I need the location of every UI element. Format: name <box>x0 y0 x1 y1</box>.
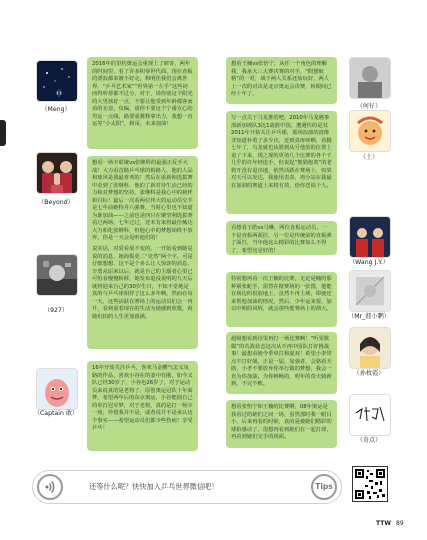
wechat-prompt-text: 还等什么呢？快快加入乒乓世界微信吧！ <box>89 482 219 491</box>
qr-code-image <box>353 467 387 501</box>
footer-brand <box>376 520 391 527</box>
comment-bubble: 16年开始关注乒乓，喜欢马金鹏气怎义氛路的作品，喜欢小谷在的柔中有刚，如今又队已经30岁了，小谷也26岁了，对于运动员来说真的是老将了，原创奥运冠队十年面梦，希望两年后的东京奥运，小谷能圆自己的单打冠军梦，对于老将，真的是打一场少一场，珍惜我并不是，或者说并不是承认这个事实——希望运动员们都少些伤病！享受乒乓！ <box>87 361 198 451</box>
comment-bubble: 超级想看到诗雯再打一场比赛啊！“听雯歌媒”的荒战状态这次从不再中国队打好挑战事！最想看她今季单打和混双！希望小李带点丰打好兢，正是一届，加强者，会骆看天助，小孝不要放弃你举行做的梦想，我会一直为你加油，为你畅畅的，明年的奇天骑新到，不完不败。 <box>226 332 337 394</box>
avatar <box>349 216 391 258</box>
comment-bubble: 说实话，对爱看展不变的，一开始看到她是说的消息，她海鬓更二“竞然”两个字，可是仔细想想，这不是个多么让人惊讶的消息，辛勇从原来以后，就是自己的主溺者心里已可怕看慢慢转移，她发布退役说明的九天后就将迎来自己的30岁生日，不知不觉地是真的与乒乓球相伴了这么多年啊，然而在每一天，这些活跃在赛场上的运动员们会一再升，看到重着现在的生活为她感到欣歌，祝她们拍的人生更加圆满。 <box>87 242 198 349</box>
qr-code <box>352 466 388 502</box>
avatar <box>36 152 78 194</box>
avatar <box>349 110 391 152</box>
comment-bubble: 看想看王皓vs马琳，两位直板运动员，一个是直板两面拉，另一位是传统前的直板弹了面打，当年他这么精彩的比赛每么不得了，希望这是好的！ <box>226 221 337 255</box>
avatar-image <box>350 271 390 311</box>
avatar-image <box>37 255 77 295</box>
avatar-image <box>37 153 77 193</box>
magazine-brand: TTW <box>376 520 391 527</box>
comment-bubble: 2016年的里约奥运会重现上了研寄，两年的时间里，看了许多积零世代面，现在直板的漂浪都来被不好走，和明佳我们会离世界，“乒乓艺术家”“世界第一左手”这些词而得听帮都不过分，对于，请你别这个阳光的大男孩好一点，不要让他受到年龄都客而看的无奈，负编，请你不要这个宁番宣心的男运一点线，路要重翼释拿出力，我想一直运等“小太阳”，和哥，未来加油！ <box>87 57 198 149</box>
user-handle: （奇点） <box>356 437 382 444</box>
avatar-image <box>37 61 77 101</box>
avatar <box>349 327 391 369</box>
user-handle: （Meng） <box>41 106 71 113</box>
user-handle: （孙枚霞） <box>353 370 385 377</box>
avatar-image <box>350 217 390 257</box>
comment-bubble: 想看一场丰联聚vs张继科的最强正反手大战！大力看首路乒乓球的相路人，他的人品和球风是我最喜欢的！然后在重新和选拔赛中看到了张继科，他的了新对待生活已经的力和对梦想的坚持，张继科是我心中的榜样和目标！最后一次看两位伟大的运动员交手是七年前她特丹八强赛，当时心里也不知道为谁加油——之前也是四只在聚坚利选拔赛看过两场，七年过过，还未有来得最佳械达大力和化张继科，但他心中的梦想始终不放弃，你是一天会见听他们的！ <box>87 156 198 297</box>
page-number: 89 <box>396 520 404 527</box>
avatar <box>349 394 391 436</box>
comment-bubble: 写一点关于马龙推的吧，2010年马龙遇事部新加坡队3比1战胜中国，遭遇性的是其2011年开始关注乒乓球，那场浪凛的清像非知道补着了多少次，近到真疼疼啊，看腾七年了，乌龙就也从愿到从号他放的位置上退了下来，现之现的更值几个比赛的各个千几乎的许年轻选手，但说起“熊猫抱着”的老将开没有退出地，依然活跃在赛场上，如果对天可以发达，我使用表表，再分站在我最在加油的赛道上来将有效，给你送福个人。 <box>226 111 337 214</box>
sound-wave-icon <box>39 476 61 498</box>
avatar <box>349 57 391 99</box>
avatar-image <box>350 58 390 98</box>
tips-badge: Tips <box>311 474 337 500</box>
footer-page-number <box>396 520 404 527</box>
wechat-join-bar[interactable] <box>32 470 342 504</box>
avatar-image <box>350 111 390 151</box>
avatar <box>36 254 78 296</box>
comment-bubble: 特别想再看一次王楠的比赛，无论是楠的那种紧张蛇手，需替在擅赛场的一张图，他能在场边的很胶地上，虽然不再上场，即使还来帮他加油的情况，然后，少年运来要，加以中期的风辉，就会那些能赛场上的谓大。 <box>226 272 337 327</box>
user-handle: （Captain 敢） <box>33 410 79 417</box>
user-handle: （Wang J.Y.） <box>349 259 389 266</box>
comment-bubble: 想看王楠vs张怡宁，从任一个角色的理解我，我承大三大赛决赛的对手，“假想航柄”的一对，域下两人关系还始玩好，两人上一次的对决是北京奥运会决赛，转眼间已经十年了。 <box>226 57 337 104</box>
avatar <box>36 368 78 410</box>
user-handle: （Beyond） <box>38 199 74 206</box>
comment-bubble: 想看张怡宁和王楠的比赛啊，08年奥运是我看过的她们之间一场，虽然那时我一眼目小，后来再看的时候，真的是被她们精彩的球拍感动了。很想再看到她们在一起打球，再看到她们交手的场面。 <box>226 400 337 448</box>
avatar <box>36 60 78 102</box>
user-handle: （Mr_涯小鹏） <box>348 313 390 320</box>
avatar-image <box>350 328 390 368</box>
page-marker <box>0 120 6 146</box>
avatar <box>349 270 391 312</box>
user-handle: （何仔） <box>356 103 382 110</box>
user-handle: （土） <box>359 154 379 161</box>
avatar-image <box>350 395 390 435</box>
user-handle: （927） <box>43 307 69 314</box>
sound-icon[interactable] <box>37 474 63 500</box>
avatar-image <box>37 369 77 409</box>
